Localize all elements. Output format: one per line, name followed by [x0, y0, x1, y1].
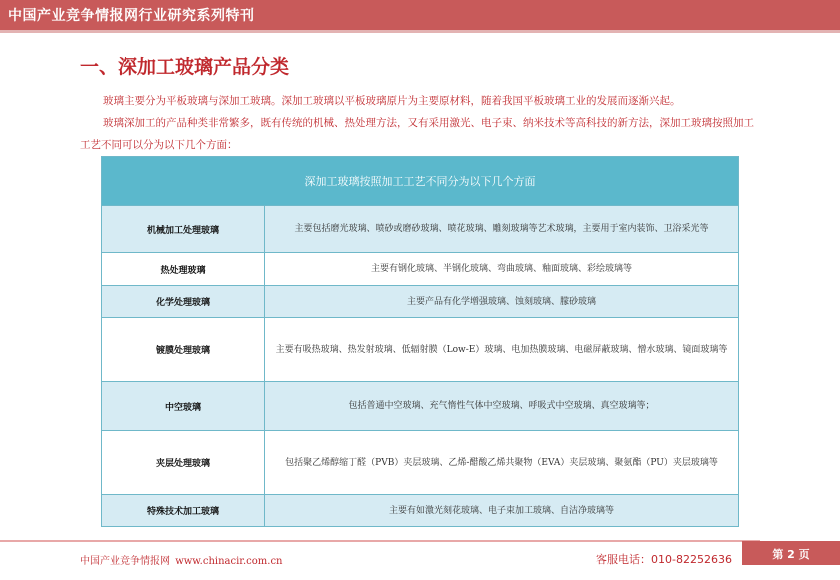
row-label: 特殊技术加工玻璃 — [102, 495, 265, 527]
row-desc: 主要有如激光刻花玻璃、电子束加工玻璃、自洁净玻璃等 — [265, 495, 739, 527]
row-desc: 包括普通中空玻璃、充气惰性气体中空玻璃、呼吸式中空玻璃、真空玻璃等； — [265, 382, 739, 431]
table-row — [102, 495, 739, 527]
row-label: 中空玻璃 — [102, 382, 265, 431]
row-desc: 主要有钢化玻璃、半钢化玻璃、弯曲玻璃、釉面玻璃、彩绘玻璃等 — [265, 253, 739, 286]
table-row — [102, 286, 739, 318]
table-row — [102, 318, 739, 382]
row-label: 夹层处理玻璃 — [102, 431, 265, 495]
table-heading: 深加工玻璃按照加工工艺不同分为以下几个方面 — [102, 157, 739, 206]
row-label: 机械加工处理玻璃 — [102, 206, 265, 253]
table-row — [102, 431, 739, 495]
row-label: 热处理玻璃 — [102, 253, 265, 286]
row-desc: 主要产品有化学增强玻璃、蚀刻玻璃、朦砂玻璃 — [265, 286, 739, 318]
footer-site — [80, 552, 282, 567]
footer-site-name: 中国产业竞争情报网 — [80, 556, 170, 567]
page-number: 第 2 页 — [772, 548, 810, 561]
row-desc: 主要包括磨光玻璃、喷砂或磨砂玻璃、喷花玻璃、雕刻玻璃等艺术玻璃，主要用于室内装饰、卫浴采光等 — [265, 206, 739, 253]
table-header-row — [102, 157, 739, 206]
table-row — [102, 253, 739, 286]
page-number-box — [742, 541, 840, 565]
row-desc: 包括聚乙烯醇缩丁醛（PVB）夹层玻璃、乙烯-醋酸乙烯共聚物（EVA）夹层玻璃、聚氨酯（PU）夹层玻璃等 — [265, 431, 739, 495]
row-label: 化学处理玻璃 — [102, 286, 265, 318]
footer-phone: 客服电话：010-82252636 — [596, 553, 732, 566]
footer-divider — [0, 540, 760, 542]
header-title: 中国产业竞争情报网行业研究系列特刊 — [8, 8, 255, 24]
table-row — [102, 382, 739, 431]
classification-table — [101, 156, 739, 527]
header-bar — [0, 0, 840, 33]
section-title: 一、深加工玻璃产品分类 — [80, 56, 290, 78]
paragraph-types: 玻璃深加工的产品种类非常繁多，既有传统的机械、热处理方法，又有采用激光、电子束、纳米技术等高科技的新方法，深加工玻璃按照加工工艺不同可以分为以下几个方面： — [80, 117, 754, 151]
table-row — [102, 206, 739, 253]
row-label: 镀膜处理玻璃 — [102, 318, 265, 382]
paragraph-intro: 玻璃主要分为平板玻璃与深加工玻璃。深加工玻璃以平板玻璃原片为主要原材料，随着我国平板玻璃工业的发展而逐渐兴起。 — [103, 95, 681, 107]
row-desc: 主要有吸热玻璃、热发射玻璃、低辐射膜（Low-E）玻璃、电加热膜玻璃、电磁屏蔽玻璃、憎水玻璃、镜面玻璃等 — [265, 318, 739, 382]
footer-url-link[interactable]: www.chinacir.com.cn — [175, 556, 283, 567]
